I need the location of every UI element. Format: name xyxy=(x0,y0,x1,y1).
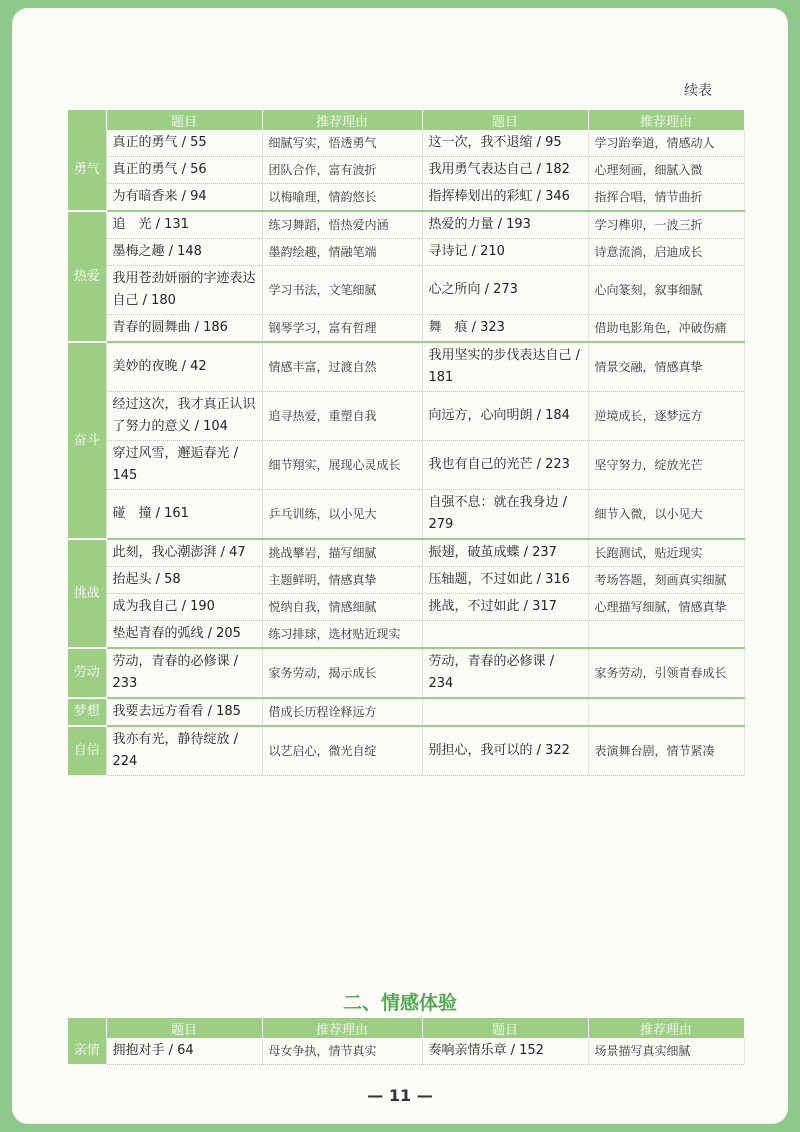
reason-cell: 坚守努力，绽放光芒 xyxy=(588,441,744,490)
table-row xyxy=(68,490,744,540)
topic-cell: 舞 痕 / 323 xyxy=(422,315,588,343)
reason-cell: 家务劳动，引领青春成长 xyxy=(588,648,744,698)
category-cell: 热爱 xyxy=(68,211,106,342)
category-cell: 奋斗 xyxy=(68,342,106,539)
reason-cell: 家务劳动，揭示成长 xyxy=(262,648,422,698)
topic-cell: 墨梅之趣 / 148 xyxy=(106,239,262,266)
topic-cell: 我用勇气表达自己 / 182 xyxy=(422,157,588,184)
reason-cell: 以艺启心，微光自绽 xyxy=(262,726,422,776)
reason-cell: 学习跆拳道，情感动人 xyxy=(588,130,744,157)
reason-cell: 母女争执，情节真实 xyxy=(262,1038,422,1065)
topic-cell xyxy=(422,621,588,649)
section-title-emotion: 二、情感体验 xyxy=(342,992,457,1014)
topic-cell: 奏响亲情乐章 / 152 xyxy=(422,1038,588,1065)
topic-cell: 劳动，青春的必修课 / 234 xyxy=(422,648,588,698)
topic-cell: 垫起青春的弧线 / 205 xyxy=(106,621,262,649)
header-topic-2: 题目 xyxy=(422,1018,588,1038)
header-topic-1: 题目 xyxy=(106,1018,262,1038)
topic-cell: 热爱的力量 / 193 xyxy=(422,211,588,239)
reason-cell: 墨韵绘趣，情融笔端 xyxy=(262,239,422,266)
topic-cell: 别担心，我可以的 / 322 xyxy=(422,726,588,776)
topic-cell: 我用苍劲妍丽的字迹表达自己 / 180 xyxy=(106,266,262,315)
reason-cell: 考场答题，刻画真实细腻 xyxy=(588,567,744,594)
topic-cell: 指挥棒划出的彩虹 / 346 xyxy=(422,184,588,212)
topic-cell: 青春的圆舞曲 / 186 xyxy=(106,315,262,343)
page-number: — 11 — xyxy=(367,1086,433,1105)
table-row xyxy=(68,266,744,315)
reason-cell: 指挥合唱，情节曲折 xyxy=(588,184,744,212)
table-row xyxy=(68,567,744,594)
table-body xyxy=(68,130,744,776)
topic-cell: 我用坚实的步伐表达自己 / 181 xyxy=(422,342,588,392)
reason-cell: 以梅喻理，情韵悠长 xyxy=(262,184,422,212)
reason-cell: 练习舞蹈，悟热爱内涵 xyxy=(262,211,422,239)
table-header-row xyxy=(68,1018,744,1038)
topic-cell: 心之所向 / 273 xyxy=(422,266,588,315)
reason-cell: 细节翔实，展现心灵成长 xyxy=(262,441,422,490)
table-row xyxy=(68,211,744,239)
table-row xyxy=(68,539,744,567)
reason-cell: 心向篆刻，叙事细腻 xyxy=(588,266,744,315)
reason-cell: 借成长历程诠释远方 xyxy=(262,698,422,726)
table-row xyxy=(68,315,744,343)
table-row xyxy=(68,184,744,212)
reason-cell: 场景描写真实细腻 xyxy=(588,1038,744,1065)
header-topic-2: 题目 xyxy=(422,110,588,130)
topic-cell: 成为我自己 / 190 xyxy=(106,594,262,621)
topic-cell: 寻诗记 / 210 xyxy=(422,239,588,266)
topic-cell: 劳动，青春的必修课 / 233 xyxy=(106,648,262,698)
topic-cell: 碰 撞 / 161 xyxy=(106,490,262,540)
reason-cell: 细节入微，以小见大 xyxy=(588,490,744,540)
header-reason-2: 推荐理由 xyxy=(588,110,744,130)
page-sheet xyxy=(12,8,788,1124)
table-row xyxy=(68,130,744,157)
reason-cell: 心理描写细腻，情感真挚 xyxy=(588,594,744,621)
reason-cell: 借助电影角色，冲破伤痛 xyxy=(588,315,744,343)
table-row xyxy=(68,342,744,392)
table-row xyxy=(68,621,744,649)
reason-cell: 细腻写实，悟透勇气 xyxy=(262,130,422,157)
reason-cell: 情景交融，情感真挚 xyxy=(588,342,744,392)
header-category-blank xyxy=(68,1018,106,1038)
topic-cell: 追 光 / 131 xyxy=(106,211,262,239)
topic-cell: 真正的勇气 / 55 xyxy=(106,130,262,157)
reason-cell xyxy=(588,621,744,649)
topic-cell: 自强不息：就在我身边 / 279 xyxy=(422,490,588,540)
continued-label: 续表 xyxy=(684,83,712,99)
topic-cell: 我也有自己的光芒 / 223 xyxy=(422,441,588,490)
topic-cell: 抬起头 / 58 xyxy=(106,567,262,594)
topic-cell xyxy=(422,698,588,726)
reason-cell: 团队合作，富有波折 xyxy=(262,157,422,184)
reason-cell: 学习书法，文笔细腻 xyxy=(262,266,422,315)
reason-cell: 练习排球，选材贴近现实 xyxy=(262,621,422,649)
topic-cell: 此刻，我心潮澎湃 / 47 xyxy=(106,539,262,567)
topic-cell: 挑战，不过如此 / 317 xyxy=(422,594,588,621)
reason-cell: 表演舞台剧，情节紧凑 xyxy=(588,726,744,776)
topic-cell: 拥抱对手 / 64 xyxy=(106,1038,262,1065)
header-reason-1: 推荐理由 xyxy=(262,1018,422,1038)
category-cell: 勇气 xyxy=(68,130,106,211)
topic-cell: 真正的勇气 / 56 xyxy=(106,157,262,184)
table-row xyxy=(68,1038,744,1065)
category-cell: 自信 xyxy=(68,726,106,776)
reason-cell: 心理刻画，细腻入微 xyxy=(588,157,744,184)
topic-cell: 向远方，心向明朗 / 184 xyxy=(422,392,588,441)
reason-cell: 乒乓训练，以小见大 xyxy=(262,490,422,540)
table-row xyxy=(68,157,744,184)
reason-cell: 情感丰富，过渡自然 xyxy=(262,342,422,392)
topic-cell: 美妙的夜晚 / 42 xyxy=(106,342,262,392)
category-cell: 梦想 xyxy=(68,698,106,726)
header-reason-1: 推荐理由 xyxy=(262,110,422,130)
essay-recommendation-table xyxy=(68,110,745,777)
table-row xyxy=(68,441,744,490)
reason-cell: 学习榫卯，一波三折 xyxy=(588,211,744,239)
topic-cell: 经过这次，我才真正认识了努力的意义 / 104 xyxy=(106,392,262,441)
table-row xyxy=(68,648,744,698)
table-header-row xyxy=(68,110,744,130)
reason-cell: 追寻热爱，重塑自我 xyxy=(262,392,422,441)
reason-cell xyxy=(588,698,744,726)
topic-cell: 我亦有光，静待绽放 / 224 xyxy=(106,726,262,776)
reason-cell: 挑战攀岩，描写细腻 xyxy=(262,539,422,567)
reason-cell: 长跑测试，贴近现实 xyxy=(588,539,744,567)
category-cell: 挑战 xyxy=(68,539,106,648)
category-cell: 亲情 xyxy=(68,1038,106,1065)
topic-cell: 振翅，破茧成蝶 / 237 xyxy=(422,539,588,567)
reason-cell: 逆境成长，逐梦远方 xyxy=(588,392,744,441)
reason-cell: 主题鲜明，情感真挚 xyxy=(262,567,422,594)
table-row xyxy=(68,726,744,776)
topic-cell: 这一次，我不退缩 / 95 xyxy=(422,130,588,157)
topic-cell: 压轴题，不过如此 / 316 xyxy=(422,567,588,594)
topic-cell: 为有暗香来 / 94 xyxy=(106,184,262,212)
reason-cell: 钢琴学习，富有哲理 xyxy=(262,315,422,343)
table-row xyxy=(68,594,744,621)
category-cell: 劳动 xyxy=(68,648,106,698)
reason-cell: 悦纳自我，情感细腻 xyxy=(262,594,422,621)
table-row xyxy=(68,239,744,266)
emotion-table xyxy=(68,1018,745,1066)
table-row xyxy=(68,698,744,726)
table-row xyxy=(68,392,744,441)
topic-cell: 穿过风雪，邂逅春光 / 145 xyxy=(106,441,262,490)
header-reason-2: 推荐理由 xyxy=(588,1018,744,1038)
reason-cell: 诗意流淌，启迪成长 xyxy=(588,239,744,266)
topic-cell: 我要去远方看看 / 185 xyxy=(106,698,262,726)
header-category-blank xyxy=(68,110,106,130)
header-topic-1: 题目 xyxy=(106,110,262,130)
